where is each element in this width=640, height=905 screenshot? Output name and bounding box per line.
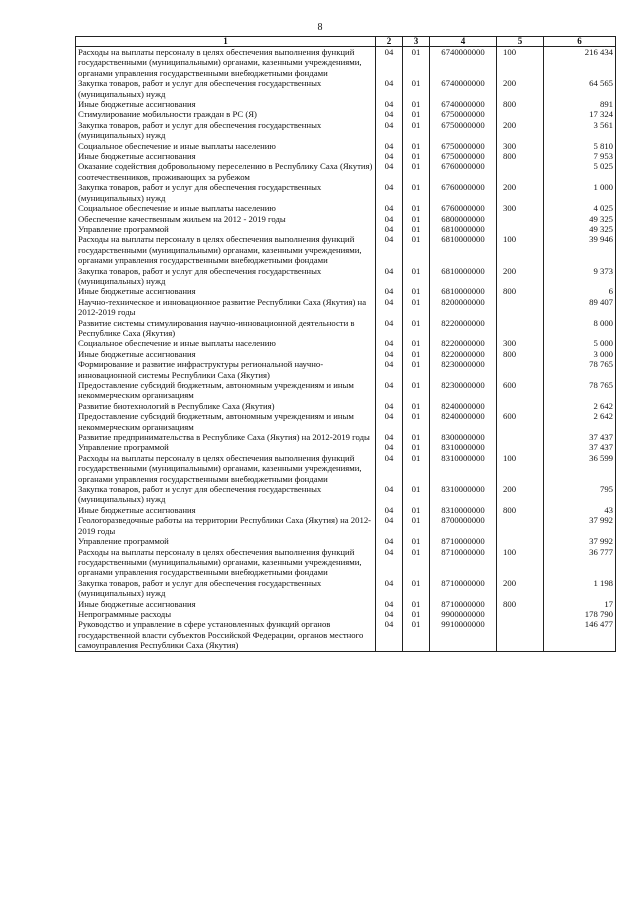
cell-expense-type: 600 — [497, 411, 544, 432]
cell-subsection: 01 — [403, 266, 430, 287]
table-row — [76, 536, 616, 546]
cell-section: 04 — [376, 411, 403, 432]
cell-subsection: 01 — [403, 349, 430, 359]
cell-name: Обеспечение качественным жильем на 2012 - 2019 годы — [76, 214, 376, 224]
cell-name: Расходы на выплаты персоналу в целях обеспечения выполнения функций государственными (муниципальными) органами, казенными учреждениями, органами управления государственными внебюджетными фондами — [76, 453, 376, 484]
cell-expense-type — [497, 214, 544, 224]
cell-name: Непрограммные расходы — [76, 609, 376, 619]
cell-section: 04 — [376, 359, 403, 380]
cell-name: Социальное обеспечение и иные выплаты населению — [76, 141, 376, 151]
cell-expense-type: 800 — [497, 286, 544, 296]
cell-section: 04 — [376, 432, 403, 442]
cell-expense-type: 800 — [497, 349, 544, 359]
cell-section: 04 — [376, 338, 403, 348]
cell-name: Иные бюджетные ассигнования — [76, 505, 376, 515]
table-row — [76, 338, 616, 348]
cell-target-article: 6740000000 — [430, 99, 497, 109]
cell-section: 04 — [376, 266, 403, 287]
cell-amount: 39 946 — [544, 234, 616, 265]
cell-amount: 17 — [544, 599, 616, 609]
cell-expense-type: 300 — [497, 203, 544, 213]
table-row — [76, 453, 616, 484]
cell-section: 04 — [376, 547, 403, 578]
cell-subsection: 01 — [403, 78, 430, 99]
cell-expense-type — [497, 432, 544, 442]
cell-name: Руководство и управление в сфере установленных функций органов государственной власти субъектов Российской Федерации, органов местного самоуправления Республики Саха (Якутия) — [76, 619, 376, 651]
cell-expense-type: 100 — [497, 234, 544, 265]
cell-expense-type: 600 — [497, 380, 544, 401]
cell-subsection: 01 — [403, 432, 430, 442]
cell-target-article: 8220000000 — [430, 318, 497, 339]
cell-target-article: 9910000000 — [430, 619, 497, 651]
cell-target-article: 8310000000 — [430, 505, 497, 515]
cell-target-article: 6750000000 — [430, 109, 497, 119]
cell-section: 04 — [376, 297, 403, 318]
cell-target-article: 8710000000 — [430, 547, 497, 578]
cell-name: Социальное обеспечение и иные выплаты населению — [76, 203, 376, 213]
table-row — [76, 484, 616, 505]
column-header-6: 6 — [544, 37, 616, 47]
table-row — [76, 380, 616, 401]
cell-expense-type: 200 — [497, 578, 544, 599]
cell-name: Социальное обеспечение и иные выплаты населению — [76, 338, 376, 348]
cell-name: Расходы на выплаты персоналу в целях обеспечения выполнения функций государственными (муниципальными) органами, казенными учреждениями, органами управления государственными внебюджетными фондами — [76, 547, 376, 578]
cell-target-article: 8710000000 — [430, 578, 497, 599]
column-header-3: 3 — [403, 37, 430, 47]
cell-expense-type: 200 — [497, 120, 544, 141]
cell-name: Стимулирование мобильности граждан в РС (Я) — [76, 109, 376, 119]
table-row — [76, 120, 616, 141]
cell-name: Расходы на выплаты персоналу в целях обеспечения выполнения функций государственными (муниципальными) органами, казенными учреждениями, органами управления государственными внебюджетными фондами — [76, 234, 376, 265]
cell-section: 04 — [376, 203, 403, 213]
cell-amount: 216 434 — [544, 47, 616, 79]
cell-section: 04 — [376, 442, 403, 452]
cell-section: 04 — [376, 224, 403, 234]
table-row — [76, 47, 616, 79]
cell-name: Иные бюджетные ассигнования — [76, 151, 376, 161]
table-row — [76, 224, 616, 234]
table-row — [76, 78, 616, 99]
cell-subsection: 01 — [403, 109, 430, 119]
cell-expense-type — [497, 109, 544, 119]
table-row — [76, 141, 616, 151]
cell-name: Иные бюджетные ассигнования — [76, 599, 376, 609]
cell-target-article: 8220000000 — [430, 338, 497, 348]
budget-table — [75, 36, 616, 652]
table-row — [76, 432, 616, 442]
cell-amount: 37 992 — [544, 536, 616, 546]
table-row — [76, 349, 616, 359]
cell-section: 04 — [376, 505, 403, 515]
cell-subsection: 01 — [403, 338, 430, 348]
column-header-2: 2 — [376, 37, 403, 47]
cell-amount: 2 642 — [544, 411, 616, 432]
cell-amount: 4 025 — [544, 203, 616, 213]
cell-name: Закупка товаров, работ и услуг для обеспечения государственных (муниципальных) нужд — [76, 120, 376, 141]
cell-subsection: 01 — [403, 547, 430, 578]
cell-name: Предоставление субсидий бюджетным, автономным учреждениям и иным некоммерческим организациям — [76, 411, 376, 432]
table-row — [76, 401, 616, 411]
table-row — [76, 578, 616, 599]
cell-name: Закупка товаров, работ и услуг для обеспечения государственных (муниципальных) нужд — [76, 182, 376, 203]
cell-amount: 49 325 — [544, 224, 616, 234]
cell-expense-type: 800 — [497, 599, 544, 609]
cell-amount: 7 953 — [544, 151, 616, 161]
cell-expense-type — [497, 318, 544, 339]
cell-amount: 146 477 — [544, 619, 616, 651]
table-body — [76, 47, 616, 652]
cell-target-article: 8240000000 — [430, 401, 497, 411]
cell-target-article: 9900000000 — [430, 609, 497, 619]
cell-name: Геологоразведочные работы на территории Республики Саха (Якутия) на 2012-2019 годы — [76, 515, 376, 536]
cell-expense-type — [497, 536, 544, 546]
cell-expense-type — [497, 609, 544, 619]
table-row — [76, 599, 616, 609]
cell-section: 04 — [376, 380, 403, 401]
cell-target-article: 6810000000 — [430, 266, 497, 287]
cell-target-article: 8230000000 — [430, 359, 497, 380]
cell-section: 04 — [376, 578, 403, 599]
column-header-4: 4 — [430, 37, 497, 47]
cell-amount: 2 642 — [544, 401, 616, 411]
cell-expense-type: 100 — [497, 47, 544, 79]
cell-subsection: 01 — [403, 203, 430, 213]
cell-name: Управление программой — [76, 536, 376, 546]
cell-target-article: 8710000000 — [430, 599, 497, 609]
cell-section: 04 — [376, 286, 403, 296]
cell-name: Иные бюджетные ассигнования — [76, 349, 376, 359]
cell-target-article: 6810000000 — [430, 234, 497, 265]
cell-name: Развитие системы стимулирования научно-инновационной деятельности в Республике Саха (Якутия) — [76, 318, 376, 339]
cell-subsection: 01 — [403, 484, 430, 505]
column-header-5: 5 — [497, 37, 544, 47]
cell-subsection: 01 — [403, 619, 430, 651]
cell-name: Формирование и развитие инфраструктуры региональной научно-инновационной системы Республики Саха (Якутия) — [76, 359, 376, 380]
table-row — [76, 609, 616, 619]
cell-target-article: 8710000000 — [430, 536, 497, 546]
cell-name: Предоставление субсидий бюджетным, автономным учреждениям и иным некоммерческим организациям — [76, 380, 376, 401]
cell-amount: 178 790 — [544, 609, 616, 619]
cell-subsection: 01 — [403, 99, 430, 109]
cell-section: 04 — [376, 161, 403, 182]
cell-subsection: 01 — [403, 286, 430, 296]
cell-amount: 78 765 — [544, 359, 616, 380]
cell-section: 04 — [376, 536, 403, 546]
cell-target-article: 8240000000 — [430, 411, 497, 432]
cell-expense-type: 200 — [497, 78, 544, 99]
cell-amount: 9 373 — [544, 266, 616, 287]
cell-section: 04 — [376, 515, 403, 536]
cell-target-article: 6810000000 — [430, 286, 497, 296]
cell-subsection: 01 — [403, 214, 430, 224]
cell-amount: 5 025 — [544, 161, 616, 182]
cell-expense-type — [497, 515, 544, 536]
cell-amount: 78 765 — [544, 380, 616, 401]
cell-subsection: 01 — [403, 536, 430, 546]
cell-section: 04 — [376, 318, 403, 339]
cell-amount: 37 437 — [544, 442, 616, 452]
cell-subsection: 01 — [403, 401, 430, 411]
cell-amount: 1 198 — [544, 578, 616, 599]
cell-section: 04 — [376, 78, 403, 99]
cell-section: 04 — [376, 120, 403, 141]
cell-name: Развитие биотехнологий в Республике Саха (Якутия) — [76, 401, 376, 411]
cell-section: 04 — [376, 484, 403, 505]
cell-expense-type — [497, 619, 544, 651]
cell-target-article: 8310000000 — [430, 484, 497, 505]
cell-subsection: 01 — [403, 515, 430, 536]
table-row — [76, 109, 616, 119]
cell-subsection: 01 — [403, 442, 430, 452]
cell-target-article: 6760000000 — [430, 161, 497, 182]
cell-expense-type: 200 — [497, 182, 544, 203]
cell-section: 04 — [376, 599, 403, 609]
cell-subsection: 01 — [403, 141, 430, 151]
cell-target-article: 6760000000 — [430, 182, 497, 203]
cell-expense-type — [497, 224, 544, 234]
cell-target-article: 6750000000 — [430, 141, 497, 151]
cell-target-article: 6810000000 — [430, 224, 497, 234]
cell-expense-type: 300 — [497, 338, 544, 348]
cell-expense-type: 100 — [497, 453, 544, 484]
cell-expense-type: 800 — [497, 151, 544, 161]
table-row — [76, 99, 616, 109]
cell-name: Расходы на выплаты персоналу в целях обеспечения выполнения функций государственными (муниципальными) органами, казенными учреждениями, органами управления государственными внебюджетными фондами — [76, 47, 376, 79]
table-row — [76, 151, 616, 161]
cell-section: 04 — [376, 47, 403, 79]
table-row — [76, 619, 616, 651]
cell-section: 04 — [376, 214, 403, 224]
cell-amount: 37 992 — [544, 515, 616, 536]
cell-expense-type — [497, 401, 544, 411]
cell-amount: 3 000 — [544, 349, 616, 359]
cell-subsection: 01 — [403, 120, 430, 141]
cell-expense-type: 800 — [497, 505, 544, 515]
table-header-row — [76, 37, 616, 47]
table-row — [76, 547, 616, 578]
table-row — [76, 297, 616, 318]
cell-subsection: 01 — [403, 318, 430, 339]
cell-target-article: 8310000000 — [430, 442, 497, 452]
cell-target-article: 8220000000 — [430, 349, 497, 359]
cell-expense-type — [497, 442, 544, 452]
cell-expense-type — [497, 359, 544, 380]
cell-name: Управление программой — [76, 442, 376, 452]
table-row — [76, 234, 616, 265]
cell-target-article: 8200000000 — [430, 297, 497, 318]
cell-name: Закупка товаров, работ и услуг для обеспечения государственных (муниципальных) нужд — [76, 78, 376, 99]
cell-subsection: 01 — [403, 161, 430, 182]
cell-subsection: 01 — [403, 182, 430, 203]
cell-section: 04 — [376, 141, 403, 151]
table-row — [76, 266, 616, 287]
cell-subsection: 01 — [403, 151, 430, 161]
cell-expense-type — [497, 297, 544, 318]
cell-target-article: 6750000000 — [430, 120, 497, 141]
cell-target-article: 8700000000 — [430, 515, 497, 536]
cell-amount: 6 — [544, 286, 616, 296]
table-row — [76, 286, 616, 296]
cell-target-article: 6740000000 — [430, 78, 497, 99]
cell-target-article: 6760000000 — [430, 203, 497, 213]
cell-name: Развитие предпринимательства в Республике Саха (Якутия) на 2012-2019 годы — [76, 432, 376, 442]
cell-amount: 43 — [544, 505, 616, 515]
cell-subsection: 01 — [403, 47, 430, 79]
cell-section: 04 — [376, 453, 403, 484]
table-row — [76, 182, 616, 203]
cell-subsection: 01 — [403, 297, 430, 318]
cell-amount: 89 407 — [544, 297, 616, 318]
table-row — [76, 411, 616, 432]
cell-name: Иные бюджетные ассигнования — [76, 286, 376, 296]
cell-target-article: 8300000000 — [430, 432, 497, 442]
table-row — [76, 505, 616, 515]
cell-subsection: 01 — [403, 578, 430, 599]
cell-subsection: 01 — [403, 505, 430, 515]
cell-target-article: 8230000000 — [430, 380, 497, 401]
cell-subsection: 01 — [403, 359, 430, 380]
table-row — [76, 318, 616, 339]
cell-target-article: 6750000000 — [430, 151, 497, 161]
table-row — [76, 359, 616, 380]
table-row — [76, 161, 616, 182]
cell-target-article: 8310000000 — [430, 453, 497, 484]
cell-amount: 795 — [544, 484, 616, 505]
cell-section: 04 — [376, 401, 403, 411]
cell-expense-type — [497, 161, 544, 182]
cell-subsection: 01 — [403, 599, 430, 609]
table-row — [76, 442, 616, 452]
page-number: 8 — [317, 22, 323, 33]
cell-subsection: 01 — [403, 411, 430, 432]
cell-subsection: 01 — [403, 380, 430, 401]
cell-section: 04 — [376, 151, 403, 161]
cell-amount: 64 565 — [544, 78, 616, 99]
cell-name: Иные бюджетные ассигнования — [76, 99, 376, 109]
table-row — [76, 214, 616, 224]
cell-section: 04 — [376, 182, 403, 203]
cell-amount: 1 000 — [544, 182, 616, 203]
cell-section: 04 — [376, 99, 403, 109]
cell-amount: 36 599 — [544, 453, 616, 484]
cell-name: Научно-техническое и инновационное развитие Республики Саха (Якутия) на 2012-2019 годы — [76, 297, 376, 318]
cell-amount: 36 777 — [544, 547, 616, 578]
cell-amount: 5 000 — [544, 338, 616, 348]
cell-section: 04 — [376, 349, 403, 359]
cell-expense-type: 200 — [497, 484, 544, 505]
cell-amount: 3 561 — [544, 120, 616, 141]
cell-expense-type: 300 — [497, 141, 544, 151]
cell-subsection: 01 — [403, 609, 430, 619]
table-row — [76, 515, 616, 536]
cell-expense-type: 100 — [497, 547, 544, 578]
cell-section: 04 — [376, 609, 403, 619]
cell-target-article: 6800000000 — [430, 214, 497, 224]
cell-section: 04 — [376, 619, 403, 651]
cell-expense-type: 200 — [497, 266, 544, 287]
cell-name: Закупка товаров, работ и услуг для обеспечения государственных (муниципальных) нужд — [76, 484, 376, 505]
column-header-1: 1 — [76, 37, 376, 47]
cell-section: 04 — [376, 109, 403, 119]
cell-amount: 891 — [544, 99, 616, 109]
cell-expense-type: 800 — [497, 99, 544, 109]
cell-amount: 37 437 — [544, 432, 616, 442]
cell-name: Закупка товаров, работ и услуг для обеспечения государственных (муниципальных) нужд — [76, 266, 376, 287]
cell-target-article: 6740000000 — [430, 47, 497, 79]
cell-amount: 17 324 — [544, 109, 616, 119]
table-row — [76, 203, 616, 213]
cell-name: Оказание содействия добровольному переселению в Республику Саха (Якутия) соотечественников, проживающих за рубежом — [76, 161, 376, 182]
cell-amount: 49 325 — [544, 214, 616, 224]
cell-name: Закупка товаров, работ и услуг для обеспечения государственных (муниципальных) нужд — [76, 578, 376, 599]
cell-amount: 5 810 — [544, 141, 616, 151]
cell-amount: 8 000 — [544, 318, 616, 339]
cell-subsection: 01 — [403, 224, 430, 234]
cell-subsection: 01 — [403, 234, 430, 265]
cell-section: 04 — [376, 234, 403, 265]
cell-name: Управление программой — [76, 224, 376, 234]
cell-subsection: 01 — [403, 453, 430, 484]
